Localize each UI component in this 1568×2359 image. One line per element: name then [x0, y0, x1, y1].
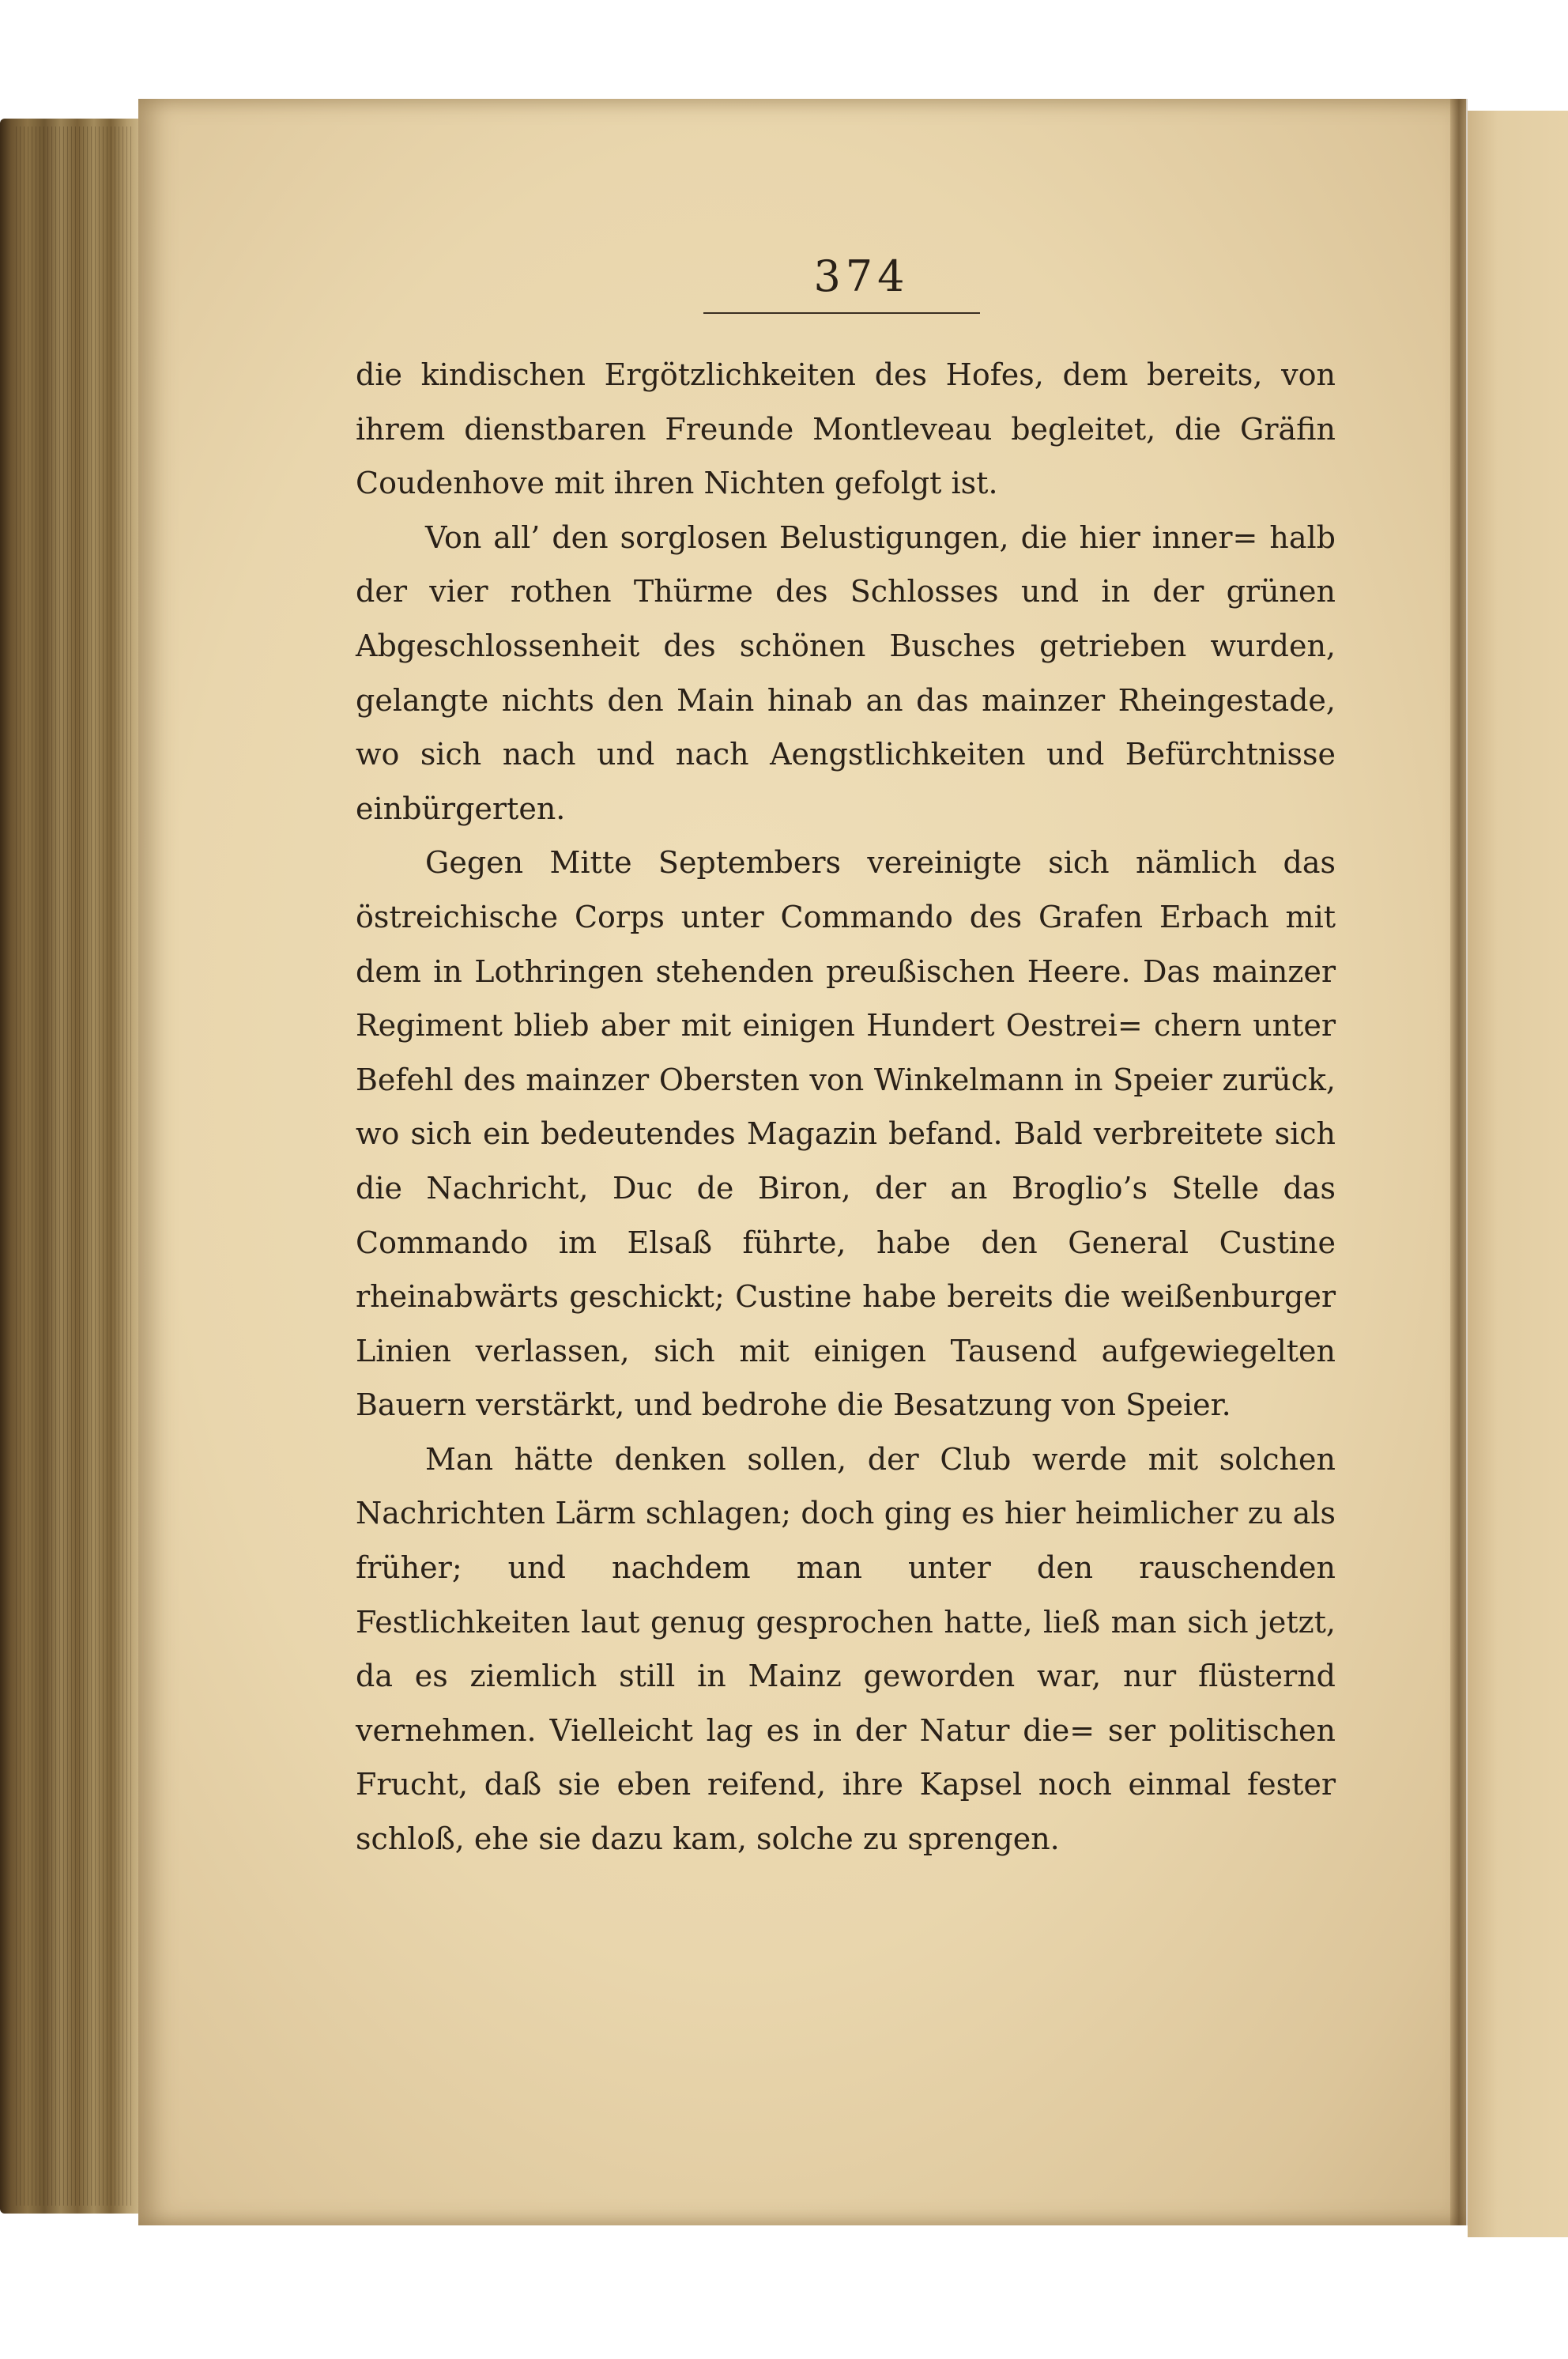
page-number: 374	[813, 251, 910, 301]
page-stack-texture	[16, 126, 134, 2206]
paragraph: Gegen Mitte Septembers vereinigte sich nämlich das östreichische Corps unter Commando des Grafen Erbach mit dem in Lothringen stehenden preußischen Heere. Das mainzer Regiment blieb aber mit einigen Hundert Oestrei= chern unter Befehl des mainzer Obersten von Winkelmann in Speier zurück, wo sich ein bedeutendes Magazin befand. Bald verbreitete sich die Nachricht, Duc de Biron, der an Broglio’s Stelle das Commando im Elsaß führte, habe den General Custine rheinabwärts geschickt; Custine habe bereits die weißenburger Linien verlassen, sich mit einigen Tausend aufgewiegelten Bauern verstärkt, und bedrohe die Besatzung von Speier.	[356, 845, 1336, 1423]
body-text	[356, 348, 1336, 1866]
paragraph: die kindischen Ergötzlichkeiten des Hofes, dem bereits, von ihrem dienstbaren Freunde Montleveau begleitet, die Gräfin Coudenhove mit ihren Nichten gefolgt ist.	[356, 357, 1336, 501]
paragraph: Von all’ den sorglosen Belustigungen, die hier inner= halb der vier rothen Thürme des Schlosses und in der grünen Abgeschlossenheit des schönen Busches getrieben wurden, gelangte nichts den Main hinab an das mainzer Rheingestade, wo sich nach und nach Aengstlichkeiten und Befürchtnisse einbürgerten.	[356, 519, 1336, 826]
book-gutter	[1450, 99, 1468, 2225]
page-number-rule	[703, 312, 980, 314]
facing-page-edge	[1468, 111, 1568, 2237]
paragraph: Man hätte denken sollen, der Club werde mit solchen Nachrichten Lärm schlagen; doch ging es hier heimlicher zu als früher; und nachdem man unter den rauschenden Festlichkeiten laut genug gesprochen hatte, ließ man sich jetzt, da es ziemlich still in Mainz geworden war, nur flüsternd vernehmen. Vielleicht lag es in der Natur die= ser politischen Frucht, daß sie eben reifend, ihre Kapsel noch einmal fester schloß, ehe sie dazu kam, solche zu sprengen.	[356, 1441, 1336, 1857]
